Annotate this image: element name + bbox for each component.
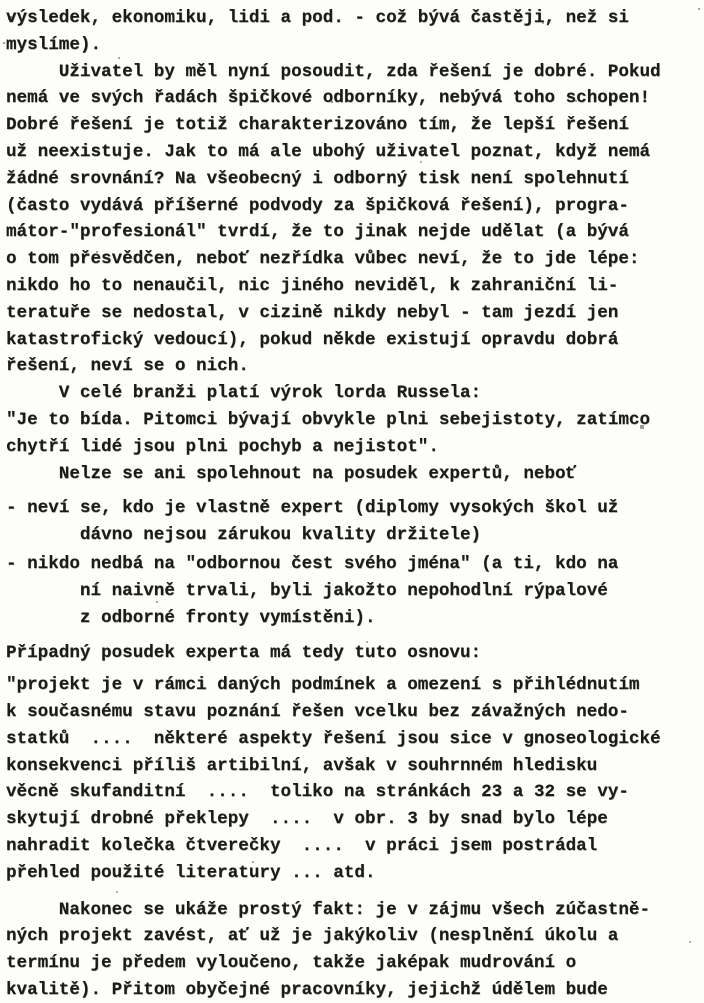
- text-line: k současnému stavu poznání řešen vcelku bez závažných nedo-: [6, 701, 629, 722]
- text-line: teratuře se nedostal, v cizině nikdy nebyl - tam jezdí jen: [6, 302, 619, 323]
- text-line: termínu je předem vyloučeno, takže jaképak mudrování o: [6, 953, 577, 974]
- text-line: žádné srovnání? Na všeobecný i odborný tisk není spolehnutí: [6, 168, 629, 189]
- text-line: z odborné fronty vymístěni).: [6, 607, 376, 628]
- text-line: už neexistuje. Jak to má ale ubohý uživatel poznat, když nemá: [6, 141, 651, 162]
- text-line: Uživatel by měl nyní posoudit, zda řešení je dobré. Pokud: [6, 61, 661, 82]
- text-line: chytří lidé jsou plni pochyb a nejistot".: [6, 436, 439, 457]
- text-line: nikdo ho to nenaučil, nic jiného neviděl, k zahraniční li-: [6, 275, 619, 296]
- text-line: V celé branži platí výrok lorda Russela:: [6, 383, 482, 404]
- text-line: konsekvenci příliš artibilní, avšak v souhrnném hledisku: [6, 755, 598, 776]
- text-line: o tom přesvědčen, neboť nezřídka vůbec neví, že to jde lépe:: [6, 249, 640, 270]
- paragraph: [6, 461, 704, 488]
- paragraph: [6, 640, 704, 667]
- document-text: [6, 5, 704, 1003]
- text-line: nahradit kolečka čtverečky .... v práci jsem postrádal: [6, 835, 598, 856]
- text-line: katastrofický vedoucí), pokud někde existují opravdu dobrá: [6, 329, 619, 350]
- text-line: nemá ve svých řadách špičkové odborníky, nebývá toho schopen!: [6, 88, 651, 109]
- text-line: mátor-"profesionál" tvrdí, že to jinak nejde udělat (a bývá: [6, 222, 629, 243]
- text-line: Dobré řešení je totiž charakterizováno tím, že lepší řešení: [6, 115, 629, 136]
- text-line: výsledek, ekonomiku, lidi a pod. - což bývá častěji, než si: [6, 8, 629, 28]
- paragraph: [6, 897, 704, 1003]
- text-line: statků .... některé aspekty řešení jsou sice v gnoseologické: [6, 728, 661, 749]
- text-line: řešení, neví se o nich.: [6, 356, 249, 377]
- paragraph: [6, 59, 704, 381]
- scan-noise: [0, 0, 2, 2]
- text-line: Případný posudek experta má tedy tuto osnovu:: [6, 643, 482, 664]
- text-line: "projekt je v rámci daných podmínek a omezení s přihlédnutím: [6, 675, 640, 696]
- text-line: věcně skufanditní .... toliko na stránkách 23 a 32 se vy-: [6, 782, 629, 803]
- text-line: Nelze se ani spolehnout na posudek expertů, neboť: [6, 463, 577, 484]
- text-line: přehled použité literatury ... atd.: [6, 862, 376, 883]
- text-line: "Je to bída. Pitomci bývají obvykle plni sebejistoty, zatímco: [6, 409, 651, 430]
- paragraph: [6, 380, 704, 460]
- text-line: ní naivně trvali, byli jakožto nepohodlní rýpalové: [6, 580, 608, 601]
- text-line: - neví se, kdo je vlastně expert (diplomy vysokých škol už: [6, 498, 619, 519]
- text-line: ných projekt zavést, ať už je jakýkoliv (nesplnění úkolu a: [6, 926, 619, 947]
- text-line: skytují drobné překlepy .... v obr. 3 by snad bylo lépe: [6, 809, 608, 830]
- paragraph: [6, 495, 704, 549]
- text-line: Nakonec se ukáže prostý fakt: je v zájmu všech zúčastně-: [6, 899, 651, 920]
- text-line: (často vydává příšerné podvody za špičková řešení), progra-: [6, 195, 629, 216]
- text-line: dávno nejsou zárukou kvality držitele): [6, 525, 482, 546]
- text-line: kvalitě). Přitom obyčejné pracovníky, jejichž údělem bude: [6, 979, 608, 1000]
- paragraph: [6, 672, 704, 886]
- text-line: - nikdo nedbá na "odbornou čest svého jména" (a ti, kdo na: [6, 553, 619, 574]
- paragraph: [6, 551, 704, 631]
- text-line: myslíme).: [6, 34, 102, 55]
- paragraph: [6, 5, 704, 59]
